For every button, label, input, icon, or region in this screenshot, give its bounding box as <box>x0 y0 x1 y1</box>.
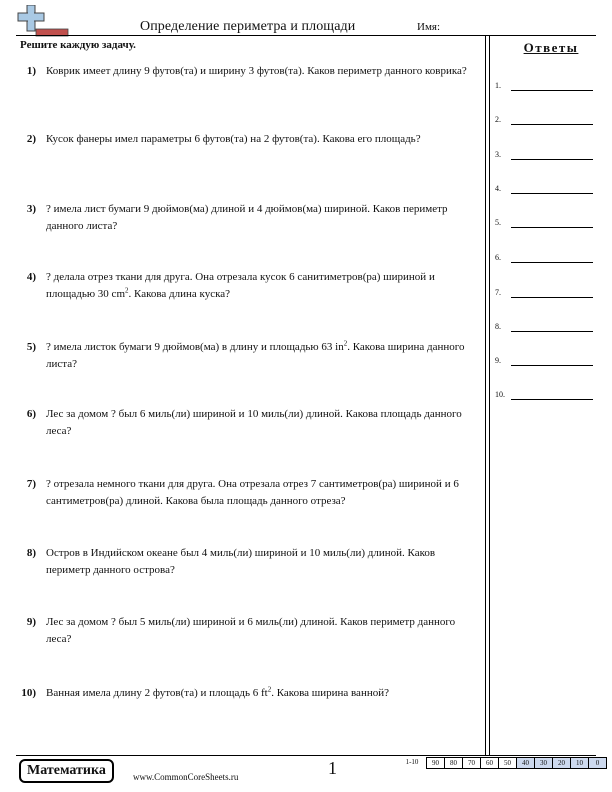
score-cell: 90 <box>426 757 445 769</box>
answer-label: 10. <box>495 390 505 399</box>
question-number: 8) <box>26 547 36 559</box>
question-item <box>20 545 480 579</box>
score-range-label: 1-10 <box>405 758 419 766</box>
answer-blank[interactable] <box>511 227 593 228</box>
score-cell: 80 <box>445 757 463 769</box>
question-text-part: ? имела листок бумаги 9 дюймов(ма) в длину и площадью 63 in <box>46 341 344 353</box>
answers-title: Ответы <box>523 40 579 55</box>
score-cell: 20 <box>553 757 571 769</box>
answer-label: 9. <box>495 356 501 365</box>
question-number: 9) <box>26 616 36 628</box>
answer-blank[interactable] <box>511 193 593 194</box>
footer-rule <box>16 755 596 756</box>
superscript: 2 <box>267 685 272 694</box>
question-item <box>20 269 480 303</box>
question-text: ? отрезала немного ткани для друга. Она отрезала отрез 7 сантиметров(ра) шириной и 6 сантиметров(ра) длиной. Какова была площадь данного отреза? <box>46 478 459 507</box>
answer-label: 5. <box>495 218 501 227</box>
question-text <box>46 339 480 373</box>
superscript: 2 <box>343 339 348 348</box>
score-cell: 60 <box>481 757 499 769</box>
answer-label: 7. <box>495 288 501 297</box>
answer-blank[interactable] <box>511 297 593 298</box>
score-cell: 10 <box>571 757 589 769</box>
score-cell: 30 <box>535 757 553 769</box>
answer-blank[interactable] <box>511 399 593 400</box>
answer-blank[interactable] <box>511 365 593 366</box>
answer-blank[interactable] <box>511 90 593 91</box>
question-item <box>20 131 480 148</box>
worksheet-title: Определение периметра и площади <box>140 19 356 34</box>
question-text-part: ? делала отрез ткани для друга. Она отрезала кусок 6 санитиметров(ра) шириной и площадью 30 cm <box>46 271 435 300</box>
question-text: Остров в Индийском океане был 4 миль(ли) шириной и 10 миль(ли) длиной. Каков периметр данного острова? <box>46 547 436 576</box>
question-text-part: Ванная имела длину 2 футов(та) и площадь 6 ft <box>46 687 268 699</box>
score-cell: 40 <box>517 757 535 769</box>
score-cell: 50 <box>499 757 517 769</box>
question-number: 4) <box>26 271 36 283</box>
name-label: Имя: <box>417 21 441 33</box>
header-rule <box>16 35 596 36</box>
answer-blank[interactable] <box>511 331 593 332</box>
question-text <box>46 269 480 303</box>
subject-badge: Математика <box>19 759 114 783</box>
answer-label: 8. <box>495 322 501 331</box>
answer-blank[interactable] <box>511 159 593 160</box>
score-cell: 70 <box>463 757 481 769</box>
question-number: 5) <box>26 341 36 353</box>
answer-blank[interactable] <box>511 124 593 125</box>
question-text: Лес за домом ? был 6 миль(ли) шириной и 10 миль(ли) длиной. Какова площадь данного леса? <box>46 408 462 437</box>
answer-label: 4. <box>495 184 501 193</box>
site-url: www.CommonCoreSheets.ru <box>133 772 239 782</box>
column-divider <box>485 35 486 756</box>
question-text: Коврик имеет длину 9 футов(та) и ширину 3 футов(та). Каков периметр данного коврика? <box>46 65 467 77</box>
score-cell: 0 <box>589 757 607 769</box>
question-item <box>20 201 480 235</box>
question-text: Лес за домом ? был 5 миль(ли) шириной и 6 миль(ли) длиной. Каков периметр данного леса? <box>46 616 456 645</box>
answer-label: 6. <box>495 253 501 262</box>
plus-cross-logo-icon <box>14 5 70 37</box>
question-text <box>46 685 480 702</box>
question-number: 10) <box>21 687 36 699</box>
question-number: 2) <box>26 133 36 145</box>
question-number: 1) <box>26 65 36 77</box>
answer-label: 1. <box>495 81 501 90</box>
question-text-part: . Какова ширина ванной? <box>271 687 389 699</box>
question-text: ? имела лист бумаги 9 дюймов(ма) длиной и 4 дюймов(ма) шириной. Каков периметр данного листа? <box>46 203 448 232</box>
superscript: 2 <box>125 286 129 295</box>
answer-label: 3. <box>495 150 501 159</box>
question-item <box>20 685 480 702</box>
question-item <box>20 614 480 648</box>
score-table <box>398 757 607 769</box>
question-item <box>20 63 480 80</box>
question-number: 7) <box>26 478 36 490</box>
question-item <box>20 339 480 373</box>
answer-label: 2. <box>495 115 501 124</box>
question-text: Кусок фанеры имел параметры 6 футов(та) на 2 футов(та). Какова его площадь? <box>46 133 421 145</box>
column-divider <box>489 35 490 756</box>
question-item <box>20 476 480 510</box>
question-item <box>20 406 480 440</box>
question-number: 3) <box>26 203 36 215</box>
page-number: 1 <box>328 758 337 778</box>
question-text-part: . Какова ширина данного листа? <box>46 341 465 370</box>
answer-blank[interactable] <box>511 262 593 263</box>
instructions: Решите каждую задачу. <box>20 39 136 51</box>
question-text-part: . Какова длина куска? <box>128 288 231 300</box>
question-number: 6) <box>26 408 36 420</box>
